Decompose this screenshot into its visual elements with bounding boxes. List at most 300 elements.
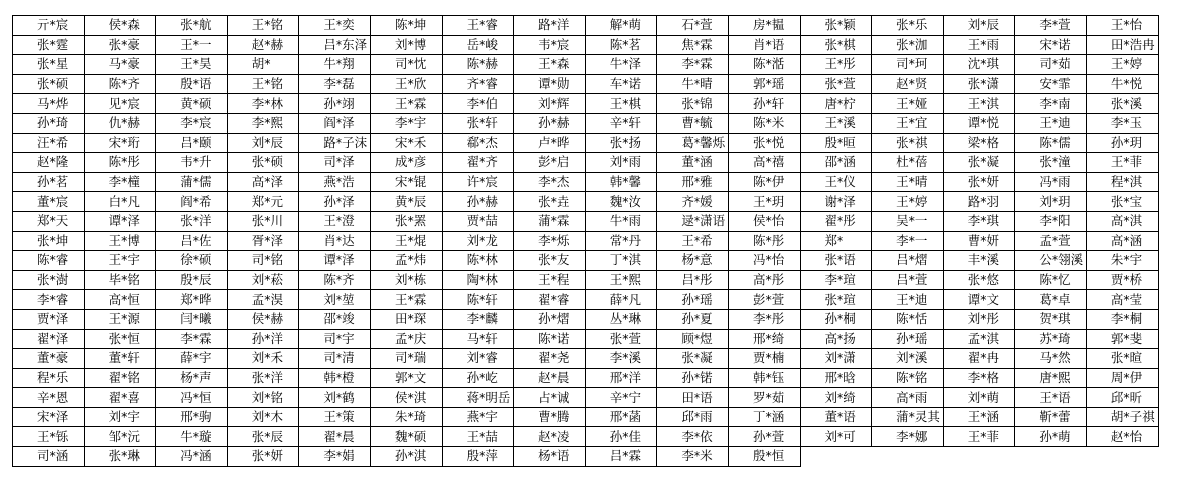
table-row [13,113,1159,133]
name-cell: 李*林 [227,94,299,114]
name-cell: 孙*茗 [13,172,85,192]
name-cell: 逯*潇语 [657,211,729,231]
name-cell: 李*娜 [872,427,944,447]
name-cell: 邱*昕 [1086,388,1158,408]
name-cell: 顾*煜 [657,329,729,349]
name-cell: 翟*晨 [299,427,371,447]
name-cell: 宋*珩 [84,133,156,153]
name-cell: 朱*琦 [370,407,442,427]
name-cell: 李*溪 [585,349,657,369]
name-cell: 张*星 [13,55,85,75]
name-cell: 张*乐 [872,16,944,36]
name-cell: 王*欣 [370,74,442,94]
name-cell: 王*一 [156,35,228,55]
name-cell: 郑*晔 [156,290,228,310]
name-cell: 魏*硕 [370,427,442,447]
name-cell: 张*悠 [943,270,1015,290]
name-cell: 黄*辰 [370,192,442,212]
name-cell: 路*子沫 [299,133,371,153]
name-cell: 张*凝 [657,349,729,369]
name-cell: 李*伯 [442,94,514,114]
name-cell: 张*豪 [84,35,156,55]
name-cell: 孙*夏 [657,309,729,329]
name-cell: 王*迪 [872,290,944,310]
name-cell: 邢*晗 [800,368,872,388]
name-cell: 陈*齐 [299,270,371,290]
name-cell: 谭*悦 [943,113,1015,133]
name-cell: 司*瑞 [370,349,442,369]
name-cell: 王*彤 [800,55,872,75]
name-cell: 王*晴 [872,172,944,192]
name-cell: 郑*天 [13,211,85,231]
name-cell: 陶*林 [442,270,514,290]
name-cell: 李*娟 [299,447,371,467]
name-cell: 赵*凌 [514,427,586,447]
name-cell: 邢*驹 [156,407,228,427]
name-cell: 吕*萱 [872,270,944,290]
name-cell: 高*恒 [84,290,156,310]
name-cell: 仇*赫 [84,113,156,133]
name-cell: 陈*赫 [442,55,514,75]
name-cell: 沈*琪 [943,55,1015,75]
name-cell: 孙*佳 [585,427,657,447]
name-cell: 焦*霖 [657,35,729,55]
name-cell: 蒲*灵其 [872,407,944,427]
name-cell: 谭*泽 [299,251,371,271]
name-cell: 刘*彤 [943,309,1015,329]
name-cell: 高*禧 [728,153,800,173]
name-cell: 孟*炜 [370,251,442,271]
name-cell: 闫*曦 [156,309,228,329]
name-cell: 陈*恬 [872,309,944,329]
name-cell: 梁*格 [943,133,1015,153]
name-cell: 邢*洋 [585,368,657,388]
name-cell: 刘*铭 [227,388,299,408]
name-cell: 张*泇 [872,35,944,55]
name-cell: 孟*淏 [227,290,299,310]
name-cell: 张*宝 [1086,192,1158,212]
table-row [13,251,1159,271]
name-cell: 张*悦 [728,133,800,153]
name-cell: 王*霖 [370,290,442,310]
name-cell: 翟*尧 [514,349,586,369]
name-cell: 成*彦 [370,153,442,173]
name-cell: 侯*怡 [728,211,800,231]
name-cell: 孙*淇 [370,447,442,467]
name-cell: 张*潇 [943,74,1015,94]
name-cell: 张*棋 [800,35,872,55]
name-cell: 王*昊 [156,55,228,75]
table-row [13,447,1159,467]
name-cell: 刘*潇 [800,349,872,369]
name-cell: 孙*赫 [514,113,586,133]
name-cell: 陈*诺 [514,329,586,349]
table-row [13,172,1159,192]
name-cell: 郭*文 [370,368,442,388]
name-cell: 邱*雨 [657,407,729,427]
name-cell: 韩*馨 [585,172,657,192]
name-cell: 陈*林 [442,251,514,271]
name-cell: 房*韫 [728,16,800,36]
name-cell: 孙*轩 [728,94,800,114]
name-cell: 吕*颐 [156,133,228,153]
name-cell: 李*磊 [299,74,371,94]
name-cell: 刘*溪 [872,349,944,369]
name-cell: 毕*铭 [84,270,156,290]
name-cell: 张*祺 [872,133,944,153]
name-cell: 侯*森 [84,16,156,36]
name-cell: 路*洋 [514,16,586,36]
name-cell: 魏*汝 [585,192,657,212]
name-cell: 张*轩 [442,113,514,133]
name-cell: 司*涵 [13,447,85,467]
name-cell: 孙*玥 [1086,133,1158,153]
name-cell: 王*菲 [1086,153,1158,173]
name-cell: 燕*宇 [442,407,514,427]
name-cell: 马*豪 [84,55,156,75]
name-cell: 李*宸 [156,113,228,133]
name-cell: 辛*恩 [13,388,85,408]
name-cell: 王*铄 [13,427,85,447]
name-cell: 车*诺 [585,74,657,94]
name-cell: 张*琳 [84,447,156,467]
name-cell: 孙*锘 [657,368,729,388]
name-cell: 辛*轩 [585,113,657,133]
name-cell: 郗*杰 [442,133,514,153]
table-row [13,231,1159,251]
name-cell: 石*萱 [657,16,729,36]
name-cell: 常*丹 [585,231,657,251]
empty-cell [872,447,944,467]
name-cell: 韩*橙 [299,368,371,388]
name-cell: 侯*赫 [227,309,299,329]
name-cell: 田*浩冉 [1086,35,1158,55]
name-cell: 王*淇 [943,94,1015,114]
name-cell: 王*铭 [227,74,299,94]
name-cell: 胥*泽 [227,231,299,251]
name-cell: 张*友 [514,251,586,271]
name-cell: 韦*宸 [514,35,586,55]
name-cell: 孙*萱 [728,427,800,447]
name-cell: 冯*恒 [156,388,228,408]
name-cell: 李*依 [657,427,729,447]
name-cell: 李*萱 [1015,16,1087,36]
name-cell: 司*忱 [370,55,442,75]
name-cell: 孙*赫 [442,192,514,212]
name-cell: 郭*斐 [1086,329,1158,349]
name-cell: 吕*彤 [657,270,729,290]
name-cell: 李*彤 [728,309,800,329]
name-cell: 汪*希 [13,133,85,153]
name-cell: 翟*冉 [943,349,1015,369]
name-cell: 董*豪 [13,349,85,369]
name-cell: 张*洋 [227,368,299,388]
name-cell: 葛*馨烁 [657,133,729,153]
name-cell: 翟*泽 [13,329,85,349]
name-cell: 燕*浩 [299,172,371,192]
name-cell: 唐*柠 [800,94,872,114]
name-cell: 刘*萌 [943,388,1015,408]
name-cell: 谭*勋 [514,74,586,94]
name-cell: 冯*涵 [156,447,228,467]
name-cell: 陈*忆 [1015,270,1087,290]
name-cell: 公*翎溪 [1015,251,1087,271]
name-cell: 翟*铭 [84,368,156,388]
name-cell: 孟*萱 [1015,231,1087,251]
name-cell: 刘*堃 [299,290,371,310]
name-cell: 牛*泽 [585,55,657,75]
name-cell: 李*睿 [13,290,85,310]
table-row [13,388,1159,408]
name-cell: 卢*晔 [514,133,586,153]
name-cell: 冯*怡 [728,251,800,271]
table-row [13,74,1159,94]
name-cell: 张*锦 [657,94,729,114]
name-cell: 辛*宁 [585,388,657,408]
name-cell: 陈*彤 [728,231,800,251]
name-cell: 安*霏 [1015,74,1087,94]
name-cell: 翟*彤 [800,211,872,231]
name-cell: 田*语 [657,388,729,408]
name-cell: 李*阳 [1015,211,1087,231]
name-cell: 陈*儒 [1015,133,1087,153]
name-cell: 张*扬 [585,133,657,153]
name-cell: 贾*楠 [728,349,800,369]
name-cell: 丛*琳 [585,309,657,329]
name-cell: 王*玥 [728,192,800,212]
name-cell: 董*宸 [13,192,85,212]
name-cell: 张*瑄 [800,290,872,310]
name-cell: 孙*泽 [299,192,371,212]
name-cell: 李*一 [872,231,944,251]
name-cell: 张*萱 [585,329,657,349]
name-cell: 王*雨 [943,35,1015,55]
name-cell: 张*洋 [156,211,228,231]
name-cell: 王*森 [514,55,586,75]
name-cell: 王*宜 [872,113,944,133]
name-cell: 王*棋 [585,94,657,114]
name-cell: 王*澄 [299,211,371,231]
name-cell: 赵*贤 [872,74,944,94]
name-cell: 张*澍 [13,270,85,290]
name-cell: 周*伊 [1086,368,1158,388]
table-row [13,133,1159,153]
name-cell: 马*轩 [442,329,514,349]
name-cell: 李*霖 [156,329,228,349]
name-cell: 曹*毓 [657,113,729,133]
name-cell: 邹*沅 [84,427,156,447]
name-cell: 陈*米 [728,113,800,133]
name-cell: 张*垚 [514,192,586,212]
name-cell: 王*熙 [585,270,657,290]
name-cell: 杨*语 [514,447,586,467]
name-cell: 邢*菡 [585,407,657,427]
name-cell: 刘*栋 [370,270,442,290]
name-cell: 邵*涵 [800,153,872,173]
name-cell: 王*迪 [1015,113,1087,133]
name-cell: 孙*琦 [13,113,85,133]
name-cell: 董*语 [800,407,872,427]
name-cell: 王*铭 [227,16,299,36]
name-cell: 马*然 [1015,349,1087,369]
name-cell: 张*颖 [800,16,872,36]
name-cell: 韦*升 [156,153,228,173]
table-row [13,407,1159,427]
table-row [13,329,1159,349]
table-row [13,94,1159,114]
name-cell: 王*溪 [800,113,872,133]
name-cell: 李*南 [1015,94,1087,114]
empty-cell [1015,447,1087,467]
name-cell: 李*宇 [370,113,442,133]
name-cell: 王*喆 [442,427,514,447]
name-cell: 郑* [800,231,872,251]
name-cell: 司*珂 [872,55,944,75]
name-cell: 郑*元 [227,192,299,212]
name-cell: 司*宇 [299,329,371,349]
name-cell: 解*萌 [585,16,657,36]
name-cell: 孟*淇 [943,329,1015,349]
name-cell: 李*格 [943,368,1015,388]
name-cell: 张*凝 [943,153,1015,173]
name-cell: 见*宸 [84,94,156,114]
name-cell: 宋*诺 [1015,35,1087,55]
name-cell: 王*焜 [370,231,442,251]
name-cell: 赵*隆 [13,153,85,173]
table-row [13,16,1159,36]
name-cell: 张*溪 [1086,94,1158,114]
name-cell: 宋*泽 [13,407,85,427]
name-cell: 赵*赫 [227,35,299,55]
name-cell: 贺*琪 [1015,309,1087,329]
name-cell: 宋*锟 [370,172,442,192]
name-cell: 刘*禾 [227,349,299,369]
name-cell: 孟*庆 [370,329,442,349]
name-cell: 丰*溪 [943,251,1015,271]
name-cell: 司*泽 [299,153,371,173]
name-cell: 蒲*儒 [156,172,228,192]
name-cell: 孙*桐 [800,309,872,329]
name-cell: 吕*熠 [872,251,944,271]
table-row [13,211,1159,231]
name-cell: 蒋*明岳 [442,388,514,408]
name-cell: 张*霆 [13,35,85,55]
name-cell: 王*博 [84,231,156,251]
name-cell: 孙*萌 [1015,427,1087,447]
name-cell: 李*烁 [514,231,586,251]
name-cell: 程*乐 [13,368,85,388]
name-cell: 陈*轩 [442,290,514,310]
names-table [12,15,1159,467]
name-cell: 吕*佐 [156,231,228,251]
name-cell: 曹*妍 [943,231,1015,251]
table-row [13,309,1159,329]
name-cell: 赵*晨 [514,368,586,388]
name-cell: 许*宸 [442,172,514,192]
name-cell: 张*潼 [1015,153,1087,173]
name-cell: 高*莹 [1086,290,1158,310]
name-cell: 刘*宇 [84,407,156,427]
name-cell: 孙*翊 [299,94,371,114]
table-row [13,270,1159,290]
name-cell: 王*希 [657,231,729,251]
name-cell: 丁*涵 [728,407,800,427]
name-cell: 苏*琦 [1015,329,1087,349]
name-cell: 王*宇 [84,251,156,271]
name-cell: 冯*雨 [1015,172,1087,192]
name-cell: 李*琪 [943,211,1015,231]
name-cell: 杨*声 [156,368,228,388]
name-cell: 李*米 [657,447,729,467]
name-cell: 李*玉 [1086,113,1158,133]
name-cell: 王*娅 [872,94,944,114]
name-cell: 司*茹 [1015,55,1087,75]
names-table-body [13,16,1159,467]
name-cell: 张*硕 [227,153,299,173]
name-cell: 翟*睿 [514,290,586,310]
name-cell: 殷*语 [156,74,228,94]
table-row [13,368,1159,388]
name-cell: 刘*菘 [227,270,299,290]
name-cell: 吕*东泽 [299,35,371,55]
name-cell: 肖*达 [299,231,371,251]
name-cell: 牛*翔 [299,55,371,75]
name-cell: 陈*茗 [585,35,657,55]
name-cell: 程*淇 [1086,172,1158,192]
name-cell: 陈*铭 [872,368,944,388]
name-cell: 邢*雅 [657,172,729,192]
name-cell: 王*程 [514,270,586,290]
table-row [13,192,1159,212]
name-cell: 张*硕 [13,74,85,94]
name-cell: 贾*喆 [442,211,514,231]
name-cell: 张*妍 [227,447,299,467]
name-cell: 高*雨 [872,388,944,408]
name-cell: 张*萱 [800,74,872,94]
name-cell: 李*桐 [1086,309,1158,329]
name-cell: 张*川 [227,211,299,231]
name-cell: 张*暄 [1086,349,1158,369]
empty-cell [800,447,872,467]
name-cell: 张*航 [156,16,228,36]
name-cell: 陈*坤 [370,16,442,36]
table-row [13,290,1159,310]
name-cell: 殷*恒 [728,447,800,467]
name-cell: 占*诚 [514,388,586,408]
name-cell: 李*杰 [514,172,586,192]
name-cell: 李*霖 [657,55,729,75]
name-cell: 刘*雨 [585,153,657,173]
name-cell: 王*策 [299,407,371,427]
name-cell: 王*仪 [800,172,872,192]
name-cell: 黄*硕 [156,94,228,114]
table-row [13,349,1159,369]
name-cell: 曹*腾 [514,407,586,427]
name-cell: 高*泽 [227,172,299,192]
name-cell: 宋*禾 [370,133,442,153]
name-cell: 刘*睿 [442,349,514,369]
name-cell: 张*辰 [227,427,299,447]
name-cell: 路*羽 [943,192,1015,212]
name-cell: 司*铭 [227,251,299,271]
name-cell: 翟*齐 [442,153,514,173]
name-cell: 孙*洋 [227,329,299,349]
name-cell: 张*妍 [943,172,1015,192]
name-cell: 马*烨 [13,94,85,114]
name-cell: 邵*竣 [299,309,371,329]
name-cell: 高*淇 [1086,211,1158,231]
name-cell: 吕*霖 [585,447,657,467]
